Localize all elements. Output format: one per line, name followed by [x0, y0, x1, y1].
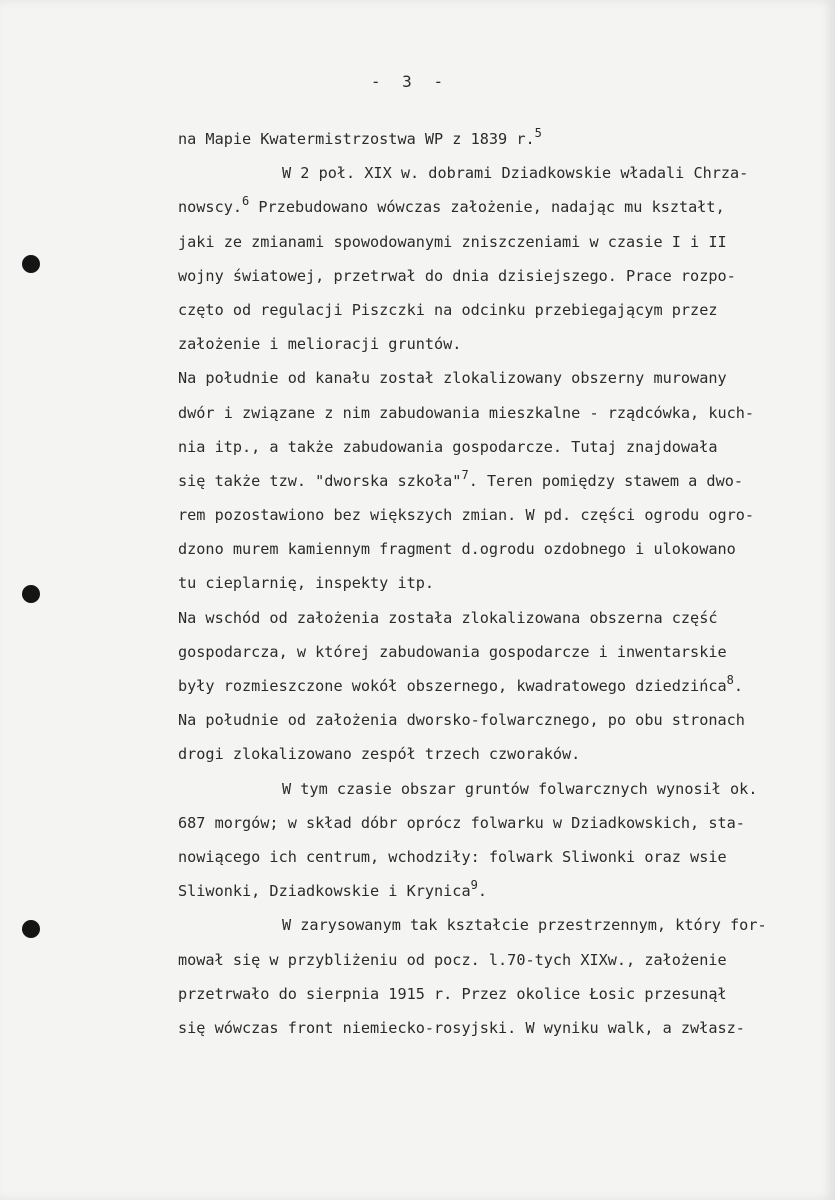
text-line-continuation: . [733, 677, 744, 695]
text-line-content: rem pozostawiono bez większych zmian. W pd. części ogrodu ogro- [178, 506, 755, 525]
text-line-content: nowscy. [178, 198, 243, 217]
text-line [178, 396, 818, 430]
text-line [178, 361, 818, 395]
footnote-marker: 5 [534, 126, 542, 140]
text-line-content: się wówczas front niemiecko-rosyjski. W wyniku walk, a zwłasz- [178, 1018, 745, 1037]
text-line [178, 430, 818, 464]
text-line [178, 943, 818, 977]
text-line [178, 498, 818, 532]
text-line-content: dzono murem kamiennym fragment d.ogrodu ozdobnego i ulokowano [178, 540, 736, 559]
text-line [178, 259, 818, 293]
text-line-content: W zarysowanym tak kształcie przestrzennym, który for- [282, 916, 767, 935]
text-line-content: nowiącego ich centrum, wchodziły: folwark Sliwonki oraz wsie [178, 847, 727, 866]
text-line-content: przetrwało do sierpnia 1915 r. Przez okolice Łosic przesunął [178, 984, 727, 1003]
text-line [178, 874, 818, 908]
text-line [178, 977, 818, 1011]
text-line-content: na Mapie Kwatermistrzostwa WP z 1839 r. [178, 130, 535, 148]
text-line [178, 669, 818, 703]
text-line-continuation: . Teren pomiędzy stawem a dwo- [468, 471, 743, 490]
text-line [178, 532, 818, 566]
punch-hole [22, 255, 40, 273]
text-line-content: Sliwonki, Dziadkowskie i Krynica [178, 882, 471, 901]
text-line-content: tu cieplarnię, inspekty itp. [178, 574, 435, 593]
text-line [178, 806, 818, 840]
text-line [178, 293, 818, 327]
text-line [178, 772, 818, 806]
text-line [178, 566, 818, 600]
text-line-content: nia itp., a także zabudowania gospodarcze. Tutaj znajdowała [178, 437, 718, 456]
text-line-content: Na południe od założenia dworsko-folwarcznego, po obu stronach [178, 711, 745, 730]
text-line-continuation: . [477, 882, 487, 901]
text-line-content: założenie i melioracji gruntów. [178, 335, 462, 354]
text-line [178, 225, 818, 259]
footnote-marker: 8 [726, 673, 734, 687]
text-line-content: drogi zlokalizowano zespół trzech czworaków. [178, 745, 581, 764]
text-line-content: Na południe od kanału został zlokalizowany obszerny murowany [178, 369, 727, 388]
text-line [178, 737, 818, 771]
text-line [178, 1011, 818, 1045]
text-line-content: Na wschód od założenia została zlokalizowana obszerna część [178, 608, 718, 627]
text-line-content: dwór i związane z nim zabudowania mieszkalne - rządcówka, kuch- [178, 403, 755, 422]
text-line-content: częto od regulacji Piszczki na odcinku przebiegającym przez [178, 300, 718, 319]
footnote-marker: 7 [461, 467, 469, 482]
text-line-content: W 2 poł. XIX w. dobrami Dziadkowskie władali Chrza- [282, 164, 749, 183]
text-line-content: jaki ze zmianami spowodowanymi zniszczeniami w czasie I i II [178, 232, 727, 251]
text-line [178, 908, 818, 942]
text-line-content: mował się w przybliżeniu od pocz. l.70-tych XIXw., założenie [178, 950, 727, 969]
page-number: - 3 - [370, 72, 450, 91]
text-line-content: się także tzw. "dworska szkoła" [178, 471, 462, 490]
text-line-content: 687 morgów; w skład dóbr oprócz folwarku w Dziadkowskich, sta- [178, 813, 745, 832]
text-line [178, 190, 818, 224]
text-line [178, 635, 818, 669]
text-line [178, 464, 818, 498]
text-line [178, 122, 818, 156]
footnote-marker: 6 [242, 194, 250, 209]
punch-hole [22, 920, 40, 938]
footnote-marker: 9 [470, 878, 478, 893]
text-line [178, 327, 818, 361]
text-line [178, 840, 818, 874]
body-text [178, 122, 818, 1045]
text-line [178, 601, 818, 635]
text-line-content: W tym czasie obszar gruntów folwarcznych wynosił ok. [282, 779, 758, 798]
text-line-content: wojny światowej, przetrwał do dnia dzisiejszego. Prace rozpo- [178, 266, 736, 285]
text-line-content: były rozmieszczone wokół obszernego, kwadratowego dziedzińca [178, 677, 727, 695]
punch-hole [22, 585, 40, 603]
text-line [178, 703, 818, 737]
text-line-continuation: Przebudowano wówczas założenie, nadając mu kształt, [249, 198, 725, 217]
text-line [178, 156, 818, 190]
text-line-content: gospodarcza, w której zabudowania gospodarcze i inwentarskie [178, 642, 727, 661]
